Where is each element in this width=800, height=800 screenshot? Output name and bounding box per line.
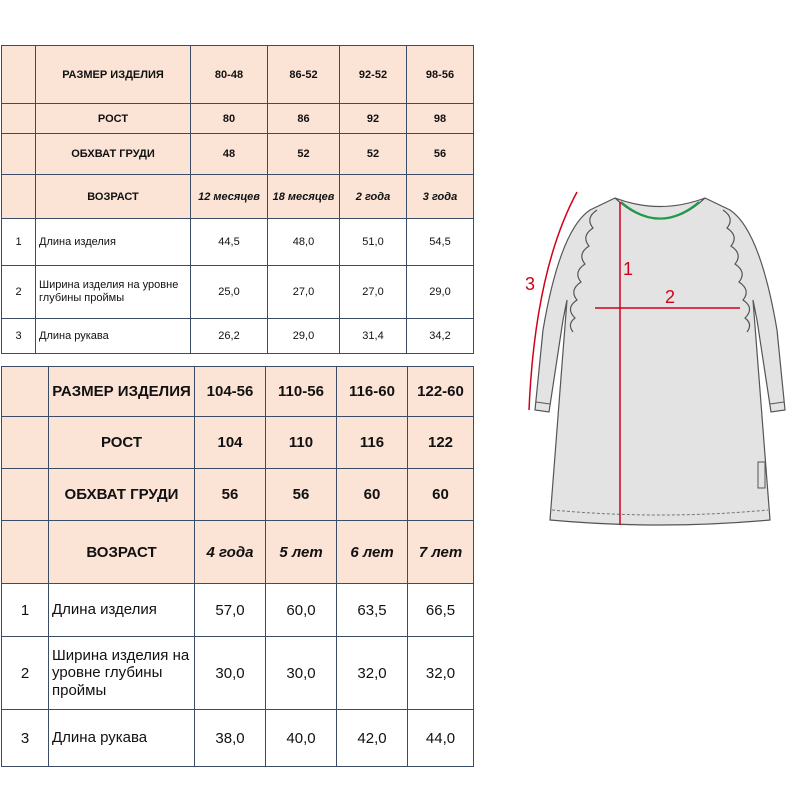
chest-row [2,134,474,175]
height-cell: 92 [340,104,407,134]
chest-cell: 56 [266,469,337,521]
height-cell: 80 [191,104,268,134]
chest-header: ОБХВАТ ГРУДИ [49,469,195,521]
height-cell: 122 [408,417,474,469]
chest-cell: 52 [268,134,340,175]
measure-label-1: 1 [623,259,634,279]
age-cell: 3 года [407,175,474,219]
chest-row [2,469,474,521]
chest-cell: 60 [408,469,474,521]
chest-cell: 48 [191,134,268,175]
row-number: 3 [2,710,49,767]
size-table-small [1,45,474,354]
side-tab [758,462,765,488]
corner-cell [2,134,36,175]
height-cell: 86 [268,104,340,134]
measure-value: 32,0 [337,637,408,710]
measure-value: 29,0 [407,266,474,319]
measure-value: 31,4 [340,319,407,354]
age-cell: 7 лет [408,521,474,584]
row-number: 3 [2,319,36,354]
measure-value: 54,5 [407,219,474,266]
dress-diagram [515,180,800,540]
chest-cell: 60 [337,469,408,521]
height-header: РОСТ [49,417,195,469]
measure-label: Ширина изделия на уровне глубины проймы [36,266,191,319]
measure-value: 27,0 [340,266,407,319]
measure-row [2,219,474,266]
size-table-large [1,366,474,767]
measure-label: Длина изделия [49,584,195,637]
dress-body [535,198,785,525]
height-header: РОСТ [36,104,191,134]
measure-label: Длина изделия [36,219,191,266]
measure-row [2,637,474,710]
size-cell: 116-60 [337,367,408,417]
measure-row [2,710,474,767]
measure-value: 26,2 [191,319,268,354]
chest-cell: 56 [407,134,474,175]
size-header: РАЗМЕР ИЗДЕЛИЯ [49,367,195,417]
age-row [2,521,474,584]
measure-value: 40,0 [266,710,337,767]
measure-value: 32,0 [408,637,474,710]
measure-value: 29,0 [268,319,340,354]
measure-value: 30,0 [266,637,337,710]
age-row [2,175,474,219]
corner-cell [2,104,36,134]
height-cell: 116 [337,417,408,469]
age-cell: 6 лет [337,521,408,584]
chest-cell: 52 [340,134,407,175]
measure-label: Длина рукава [36,319,191,354]
size-row [2,367,474,417]
size-row [2,46,474,104]
measure-value: 63,5 [337,584,408,637]
measure-row [2,319,474,354]
size-header: РАЗМЕР ИЗДЕЛИЯ [36,46,191,104]
row-number: 2 [2,266,36,319]
row-number: 1 [2,584,49,637]
size-cell: 98-56 [407,46,474,104]
measure-value: 25,0 [191,266,268,319]
measure-label: Ширина изделия на уровне глубины проймы [49,637,195,710]
measure-row [2,266,474,319]
measure-label: Длина рукава [49,710,195,767]
measure-value: 42,0 [337,710,408,767]
age-cell: 5 лет [266,521,337,584]
height-cell: 104 [195,417,266,469]
size-cell: 80-48 [191,46,268,104]
age-cell: 18 месяцев [268,175,340,219]
corner-cell [2,469,49,521]
size-cell: 86-52 [268,46,340,104]
height-row [2,104,474,134]
corner-cell [2,367,49,417]
age-cell: 12 месяцев [191,175,268,219]
measure-value: 34,2 [407,319,474,354]
measure-value: 66,5 [408,584,474,637]
measure-value: 38,0 [195,710,266,767]
measure-value: 44,0 [408,710,474,767]
size-cell: 92-52 [340,46,407,104]
measure-row [2,584,474,637]
row-number: 1 [2,219,36,266]
size-cell: 110-56 [266,367,337,417]
measure-value: 27,0 [268,266,340,319]
chest-header: ОБХВАТ ГРУДИ [36,134,191,175]
corner-cell [2,46,36,104]
height-cell: 98 [407,104,474,134]
size-cell: 104-56 [195,367,266,417]
size-cell: 122-60 [408,367,474,417]
measure-value: 57,0 [195,584,266,637]
row-number: 2 [2,637,49,710]
measure-value: 44,5 [191,219,268,266]
age-cell: 4 года [195,521,266,584]
measure-value: 30,0 [195,637,266,710]
height-cell: 110 [266,417,337,469]
measure-value: 48,0 [268,219,340,266]
chest-cell: 56 [195,469,266,521]
measure-label-3: 3 [525,274,536,294]
age-header: ВОЗРАСТ [49,521,195,584]
measure-label-2: 2 [665,287,676,307]
corner-cell [2,521,49,584]
corner-cell [2,417,49,469]
measure-value: 51,0 [340,219,407,266]
age-header: ВОЗРАСТ [36,175,191,219]
height-row [2,417,474,469]
age-cell: 2 года [340,175,407,219]
corner-cell [2,175,36,219]
measure-value: 60,0 [266,584,337,637]
